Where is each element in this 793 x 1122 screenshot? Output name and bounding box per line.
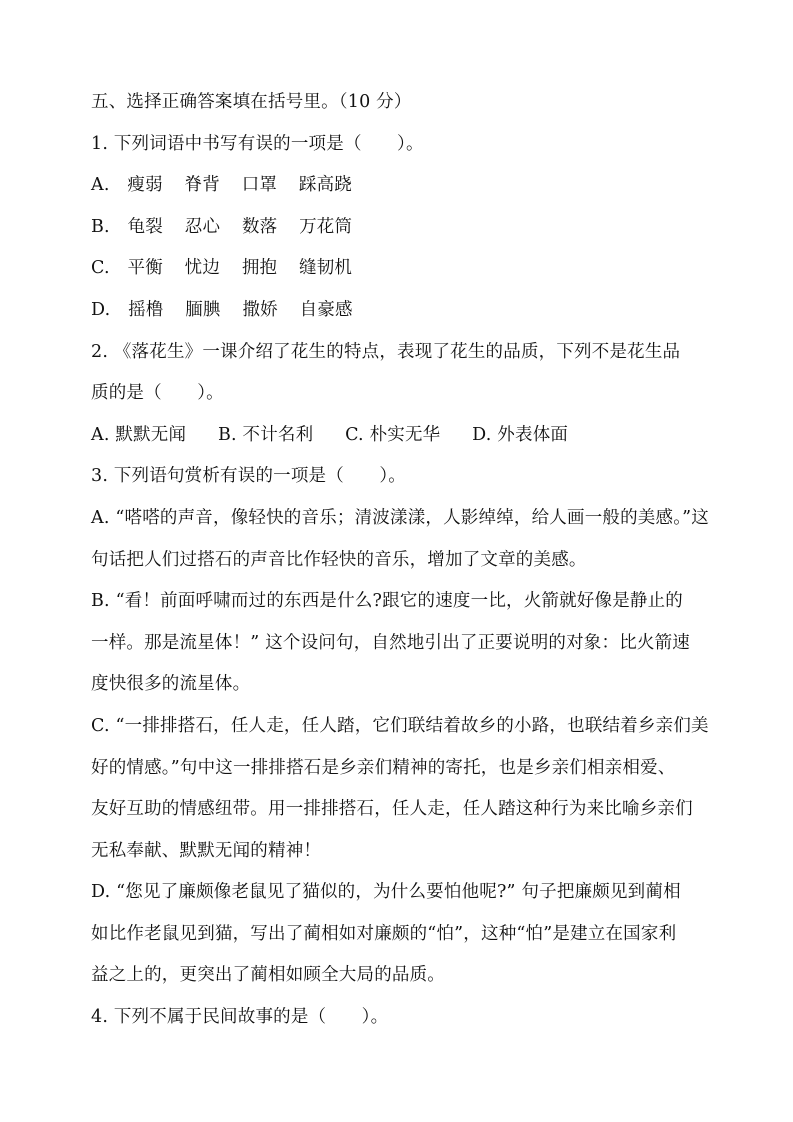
section-title: 五、选择正确答案填在括号里。（10 分） bbox=[91, 92, 412, 112]
option-word: 脊背 bbox=[184, 175, 220, 196]
option-label: D. bbox=[91, 299, 111, 320]
option-word: 数落 bbox=[241, 216, 278, 237]
question-2-stem-line-2: 质的是（ ）。 bbox=[91, 383, 224, 404]
option-word: 摇橹 bbox=[128, 299, 164, 320]
question-2-option-d: D. 外表体面 bbox=[472, 424, 569, 445]
question-1-option-a bbox=[91, 165, 711, 207]
option-word: 拥抱 bbox=[241, 258, 278, 279]
question-2-option-b: B. 不计名利 bbox=[217, 424, 314, 445]
option-word: 撒娇 bbox=[242, 299, 278, 320]
option-word: 万花筒 bbox=[299, 216, 353, 237]
option-word: 忧边 bbox=[184, 258, 221, 279]
question-4-stem: 4. 下列不属于民间故事的是（ ）。 bbox=[91, 1007, 389, 1028]
worksheet-page bbox=[91, 82, 711, 1039]
question-3-option-d-line: D. “您见了廉颇像老鼠见了猫似的，为什么要怕他呢?” 句子把廉颇见到蔺相 bbox=[91, 882, 681, 903]
option-label: B. bbox=[91, 216, 110, 237]
option-word: 缝韧机 bbox=[299, 258, 353, 279]
option-word: 踩高跷 bbox=[298, 175, 352, 196]
option-word: 自豪感 bbox=[299, 299, 353, 320]
option-word: 口罩 bbox=[241, 175, 278, 196]
option-label: C. bbox=[91, 258, 110, 279]
question-3-option-b-line: 度快很多的流星体。 bbox=[91, 674, 251, 695]
option-word: 平衡 bbox=[127, 258, 163, 279]
question-3-option-b-line: B. “看！前面呼啸而过的东西是什么?跟它的速度一比，火箭就好像是静止的 bbox=[91, 591, 684, 612]
question-3-option-d-line: 益之上的，更突出了蔺相如顾全大局的品质。 bbox=[91, 965, 445, 986]
question-3-option-b-line: 一样。那是流星体！” 这个设问句，自然地引出了正要说明的对象：比火箭速 bbox=[91, 632, 691, 653]
question-2-option-a: A. 默默无闻 bbox=[91, 424, 187, 445]
question-3-option-c-line: 友好互助的情感纽带。用一排排搭石，任人走，任人踏这种行为来比喻乡亲们 bbox=[91, 799, 693, 820]
question-1-stem: 1. 下列词语中书写有误的一项是（ ）。 bbox=[91, 133, 424, 154]
option-word: 瘦弱 bbox=[127, 175, 163, 196]
question-3-option-c-line: 无私奉献、默默无闻的精神！ bbox=[91, 840, 322, 861]
question-3-option-a-line: A. “嗒嗒的声音，像轻快的音乐；清波漾漾，人影绰绰，给人画一般的美感。”这 bbox=[91, 507, 710, 528]
question-3-option-c-line: C. “一排排搭石，任人走，任人踏，它们联结着故乡的小路，也联结着乡亲们美 bbox=[91, 715, 709, 736]
question-1-option-c bbox=[91, 248, 711, 290]
option-word: 腼腆 bbox=[185, 299, 221, 320]
question-3-option-c-line: 好的情感。”句中这一排排搭石是乡亲们精神的寄托，也是乡亲们相亲相爱、 bbox=[91, 757, 676, 778]
option-word: 龟裂 bbox=[127, 216, 163, 237]
option-label: A. bbox=[91, 175, 110, 196]
question-2-options bbox=[91, 415, 711, 457]
question-3-option-a-line: 句话把人们过搭石的声音比作轻快的音乐，增加了文章的美感。 bbox=[91, 549, 587, 570]
question-1-option-d bbox=[91, 290, 711, 332]
question-3-stem: 3. 下列语句赏析有误的一项是（ ）。 bbox=[91, 466, 407, 487]
question-2-option-c: C. 朴实无华 bbox=[345, 424, 441, 445]
question-1-option-b bbox=[91, 207, 711, 249]
question-3-option-d-line: 如比作老鼠见到猫，写出了蔺相如对廉颇的“怕”，这种“怕”是建立在国家利 bbox=[91, 923, 677, 944]
question-2-stem-line-1: 2. 《落花生》一课介绍了花生的特点，表现了花生的品质，下列不是花生品 bbox=[91, 341, 681, 362]
option-word: 忍心 bbox=[184, 216, 221, 237]
